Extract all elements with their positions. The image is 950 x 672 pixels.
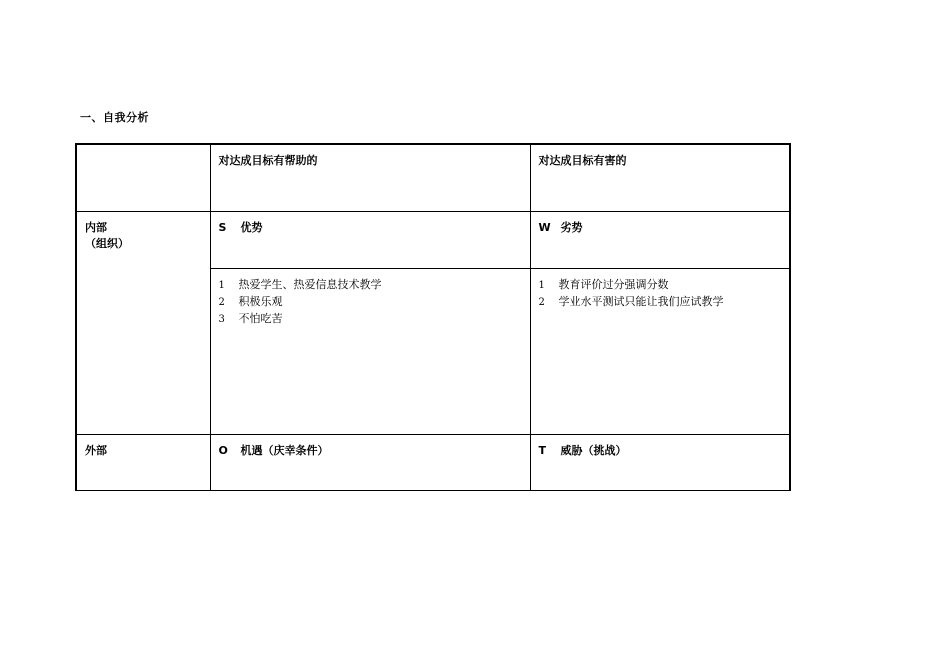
- section-heading: 一、自我分析: [80, 111, 149, 124]
- internal-label-cell: [76, 211, 210, 434]
- opportunities-title: 机遇（庆幸条件）: [240, 443, 329, 457]
- weaknesses-title: 劣势: [560, 220, 583, 234]
- swot-table: [75, 143, 791, 491]
- weaknesses-title-cell: [530, 211, 790, 268]
- helpful-header: 对达成目标有帮助的: [210, 144, 530, 211]
- internal-title-row: [76, 211, 790, 268]
- weaknesses-letter: W: [538, 220, 551, 234]
- list-item: 3 不怕吃苦: [218, 311, 283, 325]
- internal-label: 内部: [85, 220, 107, 234]
- corner-cell: [76, 144, 210, 211]
- threats-letter: T: [538, 443, 547, 457]
- strengths-title: 优势: [240, 220, 263, 234]
- list-item: 1 热爱学生、热爱信息技术教学: [218, 277, 382, 291]
- harmful-header: 对达成目标有害的: [530, 144, 790, 211]
- internal-sublabel: （组织）: [85, 236, 129, 250]
- header-row: [76, 144, 790, 211]
- strengths-letter: S: [218, 220, 227, 234]
- list-item: 2 学业水平测试只能让我们应试教学: [538, 294, 724, 308]
- weaknesses-list: [530, 268, 790, 434]
- external-label: 外部: [76, 434, 210, 490]
- opportunities-letter: O: [218, 443, 228, 457]
- list-item: 1 教育评价过分强调分数: [538, 277, 669, 291]
- opportunities-title-cell: [210, 434, 530, 490]
- list-item: 2 积极乐观: [218, 294, 283, 308]
- external-row: [76, 434, 790, 490]
- threats-title: 威胁（挑战）: [560, 443, 627, 457]
- strengths-list: [210, 268, 530, 434]
- threats-title-cell: [530, 434, 790, 490]
- strengths-title-cell: [210, 211, 530, 268]
